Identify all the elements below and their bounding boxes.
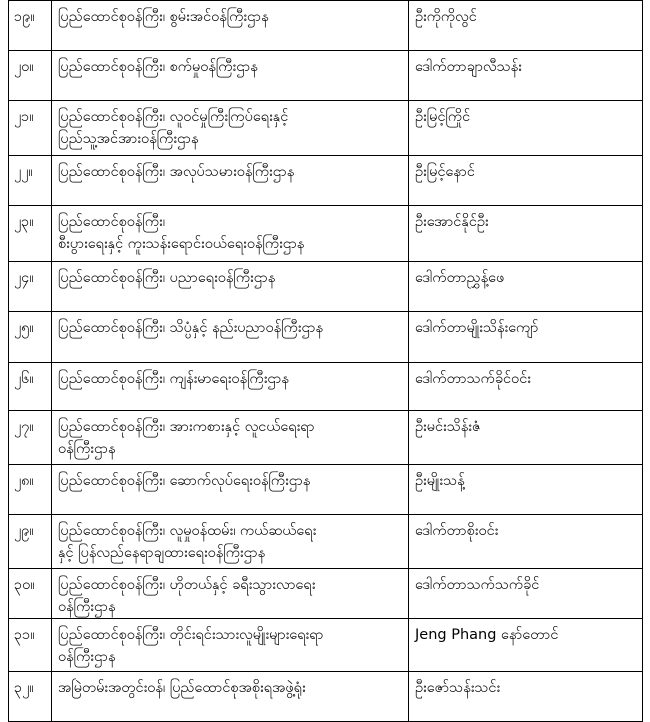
row-number: ၂၉။ (9, 515, 52, 569)
office-line: ပြည်ထောင်စုဝန်ကြီး၊ (58, 214, 166, 230)
table-row (9, 206, 643, 262)
office-cell (52, 515, 409, 569)
table-row (9, 515, 643, 569)
person-name: ဦးမြင့်နောင် (409, 156, 643, 206)
table-row (9, 465, 643, 515)
office-cell (52, 465, 409, 515)
row-number: ၂၇။ (9, 411, 52, 465)
office-line: ဝန်ကြီးဌာန (58, 649, 116, 665)
person-name: ဒေါက်တာမျိုးသိန်းကျော် (409, 312, 643, 363)
office-cell (52, 101, 409, 156)
table-row (9, 1, 643, 51)
office-cell (52, 619, 409, 672)
office-line: စီးပွားရေးနှင့် ကူးသန်းရောင်းဝယ်ရေးဝန်ကြီးဌာန (58, 236, 305, 252)
row-number: ၃၀။ (9, 569, 52, 619)
row-number: ၃၁။ (9, 619, 52, 672)
person-name: ဦးကိုကိုလွင် (409, 1, 643, 51)
row-number: ၂၈။ (9, 465, 52, 515)
office-cell (52, 672, 409, 722)
person-name: ဒေါက်တာညွှန့်ဖေ (409, 262, 643, 312)
row-number: ၂၀။ (9, 51, 52, 101)
table-row (9, 411, 643, 465)
person-name: Jeng Phang နော်တောင် (409, 619, 643, 672)
row-number: ၁၉။ (9, 1, 52, 51)
office-line: ဝန်ကြီးဌာန (58, 441, 116, 457)
person-name: ဦးမင်းသိန်းဇံ (409, 411, 643, 465)
table-body (9, 1, 643, 722)
table-row (9, 363, 643, 411)
table-row (9, 262, 643, 312)
table-row (9, 51, 643, 101)
office-line: ပြည်ထောင်စုဝန်ကြီး၊ ဆောက်လုပ်ရေးဝန်ကြီးဌာန (58, 473, 311, 489)
office-line: ပြည်ထောင်စုဝန်ကြီး၊ အားကစားနှင့် လူငယ်ရေးရာ (58, 419, 315, 435)
office-line: ပြည်ထောင်စုဝန်ကြီး၊ စက်မှုဝန်ကြီးဌာန (58, 59, 258, 75)
person-name: ဒေါက်တာသက်သက်ခိုင် (409, 569, 643, 619)
office-line: ဝန်ကြီးဌာန (58, 599, 116, 615)
office-line: ပြည်ထောင်စုဝန်ကြီး၊ လူဝင်မှုကြီးကြပ်ရေးနှင့် (58, 109, 289, 125)
office-line: ပြည်ထောင်စုဝန်ကြီး၊ သိပ္ပံနှင့် နည်းပညာဝန်ကြီးဌာန (58, 320, 323, 336)
person-name: ဒေါက်တာသက်ခိုင်ဝင်း (409, 363, 643, 411)
person-name: ဒေါက်တာချာလီသန်း (409, 51, 643, 101)
table-row (9, 312, 643, 363)
office-line: ပြည်သူ့အင်အားဝန်ကြီးဌာန (58, 131, 199, 147)
office-line: ပြည်ထောင်စုဝန်ကြီး၊ ကျန်းမာရေးဝန်ကြီးဌာန (58, 371, 289, 387)
table-row (9, 619, 643, 672)
office-cell (52, 569, 409, 619)
office-cell (52, 363, 409, 411)
office-line: ပြည်ထောင်စုဝန်ကြီး၊ ဟိုတယ်နှင့် ခရီးသွားလာရေး (58, 577, 316, 593)
office-cell (52, 206, 409, 262)
office-line: ပြည်ထောင်စုဝန်ကြီး၊ ပညာရေးဝန်ကြီးဌာန (58, 270, 276, 286)
office-line: ပြည်ထောင်စုဝန်ကြီး၊ လူမှုဝန်ထမ်း၊ ကယ်ဆယ်ရေး (58, 523, 317, 539)
table-row (9, 569, 643, 619)
person-name: ဦးမျိုးသန့် (409, 465, 643, 515)
row-number: ၂၄။ (9, 262, 52, 312)
row-number: ၂၁။ (9, 101, 52, 156)
office-cell (52, 411, 409, 465)
row-number: ၂၅။ (9, 312, 52, 363)
ministers-table (8, 0, 643, 722)
person-name: ဦးအောင်နိုင်ဦး (409, 206, 643, 262)
person-name: ဒေါက်တာစိုးဝင်း (409, 515, 643, 569)
office-line: ပြည်ထောင်စုဝန်ကြီး၊ တိုင်းရင်းသားလူမျိုးများရေးရာ (58, 627, 324, 643)
row-number: ၃၂။ (9, 672, 52, 722)
person-name: ဦးဇော်သန်းသင်း (409, 672, 643, 722)
row-number: ၂၃။ (9, 206, 52, 262)
table-row (9, 156, 643, 206)
office-line: နှင့် ပြန်လည်နေရာချထားရေးဝန်ကြီးဌာန (58, 545, 266, 561)
row-number: ၂၆။ (9, 363, 52, 411)
table-row (9, 672, 643, 722)
office-cell (52, 1, 409, 51)
office-cell (52, 262, 409, 312)
office-line: ပြည်ထောင်စုဝန်ကြီး၊ စွမ်းအင်ဝန်ကြီးဌာန (58, 9, 269, 25)
office-line: ပြည်ထောင်စုဝန်ကြီး၊ အလုပ်သမားဝန်ကြီးဌာန (58, 164, 295, 180)
office-cell (52, 156, 409, 206)
office-line: အမြဲတမ်းအတွင်းဝန်၊ ပြည်ထောင်စုအစိုးရအဖွဲ့ရုံး (58, 680, 306, 696)
office-cell (52, 51, 409, 101)
row-number: ၂၂။ (9, 156, 52, 206)
person-name: ဦးမြင့်ကြိုင် (409, 101, 643, 156)
office-cell (52, 312, 409, 363)
table-row (9, 101, 643, 156)
